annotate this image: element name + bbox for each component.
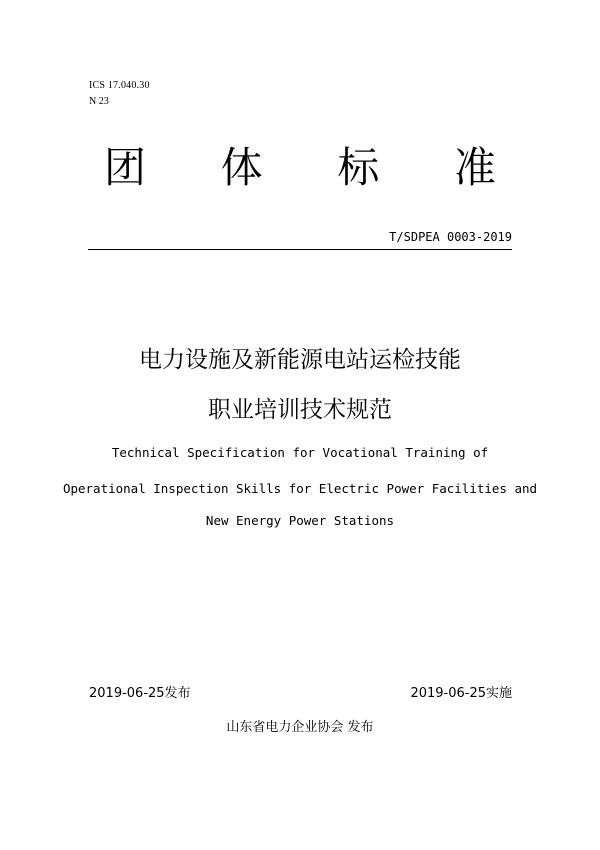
title-en-line-3: New Energy Power Stations [205, 513, 395, 528]
standard-type-char: 标 [337, 143, 380, 192]
standard-type-char: 团 [104, 143, 147, 192]
header-divider [88, 249, 512, 250]
standard-type-char: 体 [220, 143, 263, 192]
standard-type-char: 准 [453, 143, 496, 192]
standard-number: T/SDPEA 0003-2019 [389, 230, 512, 244]
implementation-date: 2019-06-25实施 [410, 686, 512, 701]
title-en-line-1: Technical Specification for Vocational Training of [111, 445, 489, 460]
title-cn-line-1: 电力设施及新能源电站运检技能 [139, 347, 461, 373]
title-cn-line-2: 职业培训技术规范 [208, 397, 392, 423]
title-en-line-2: Operational Inspection Skills for Electric Power Facilities and [62, 481, 538, 496]
issue-date: 2019-06-25发布 [89, 686, 191, 701]
ccs-code: N 23 [89, 96, 109, 107]
standard-type-title [104, 140, 496, 196]
ics-code: ICS 17.040.30 [89, 80, 150, 91]
publisher: 山东省电力企业协会 发布 [226, 720, 374, 735]
